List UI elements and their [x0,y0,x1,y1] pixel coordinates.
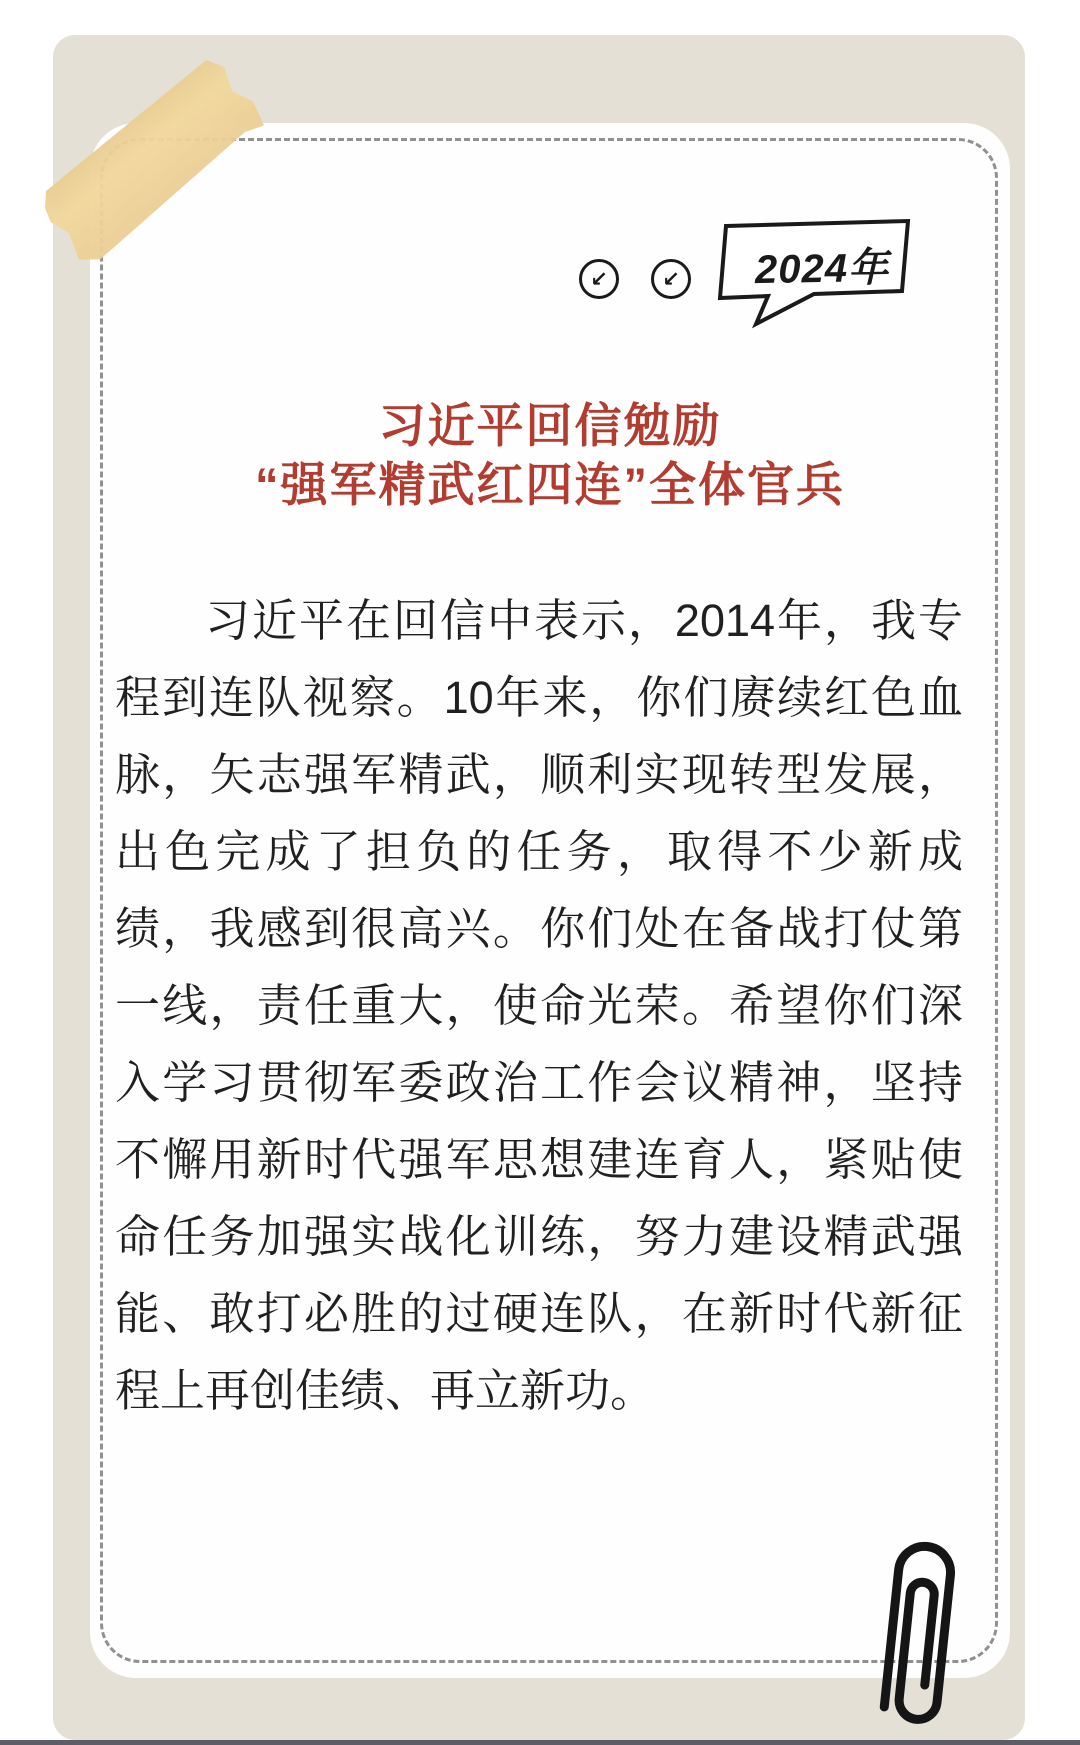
body-line: 程上再创佳绩、再立新功。 [115,1365,656,1416]
arrow-down-left-circle-icon: ↙ [651,259,691,299]
body-line: 入学习贯彻军委政治工作会议精神，坚持 [115,1057,963,1108]
year-bubble-label: 2024年 [754,245,890,293]
bottom-edge-bar [0,1740,1080,1745]
body-line: 命任务加强实战化训练，努力建设精武强 [115,1211,963,1262]
body-line: 出色完成了担负的任务，取得不少新成 [115,826,963,877]
arrow-down-left-circle-icon: ↙ [579,259,619,299]
title-line-1: 习近平回信勉励 [378,399,722,452]
body-line: 一线，责任重大，使命光荣。希望你们深 [115,980,963,1031]
title-line-2: “强军精武红四连”全体官兵 [255,458,845,511]
article-title [90,396,1010,514]
body-line: 习近平在回信中表示，2014年，我专 [205,595,963,646]
body-line: 程到连队视察。10年来，你们赓续红色血 [115,672,963,723]
body-line: 能、敢打必胜的过硬连队，在新时代新征 [115,1288,963,1339]
body-line: 不懈用新时代强军思想建连育人，紧贴使 [115,1134,963,1185]
body-line: 脉，矢志强军精武，顺利实现转型发展， [115,749,963,800]
body-line: 绩，我感到很高兴。你们处在备战打仗第 [115,903,963,954]
article-body [115,582,963,1429]
